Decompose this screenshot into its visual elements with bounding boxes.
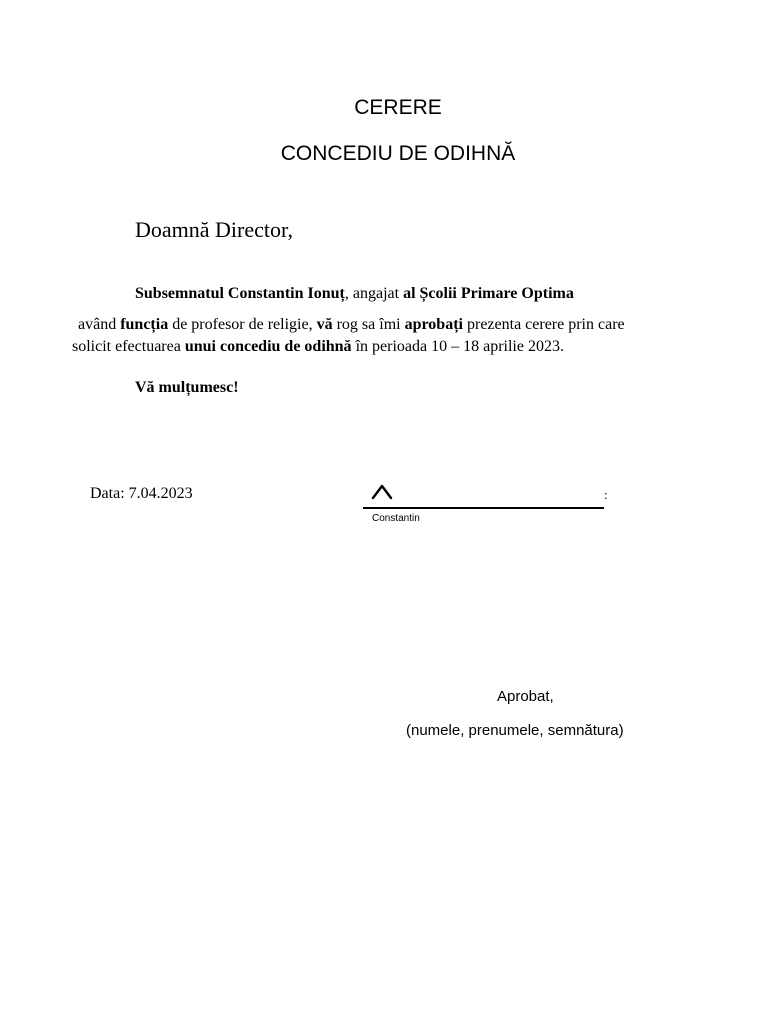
signature-line xyxy=(363,507,604,509)
body-line-2-bold-1: funcția xyxy=(120,316,169,333)
leave-type: unui concediu de odihnă xyxy=(184,338,352,355)
body-line-2-text-2: de profesor de religie, xyxy=(168,316,317,333)
body-line-2-text-3: rog sa îmi xyxy=(332,316,405,333)
body-line-2 xyxy=(78,316,625,334)
salutation: Doamnă Director, xyxy=(135,217,293,242)
closing-thanks: Vă mulțumesc! xyxy=(135,379,239,396)
applicant-name: Subsemnatul Constantin Ionuț xyxy=(135,285,345,302)
leave-period: în perioada 10 – 18 aprilie 2023. xyxy=(351,338,564,355)
signature-colon: : xyxy=(604,487,608,502)
body-line-1-text: , angajat xyxy=(344,285,404,302)
body-line-2-bold-2: vă xyxy=(316,316,333,333)
signature-mark xyxy=(370,482,394,500)
body-line-1 xyxy=(135,285,574,303)
body-line-2-bold-3: aprobați xyxy=(404,316,463,333)
body-line-3 xyxy=(72,338,564,356)
approval-note: (numele, prenumele, semnătura) xyxy=(406,722,624,739)
body-line-2-text-4: prezenta cerere prin care xyxy=(462,316,625,333)
document-subtitle: CONCEDIU DE ODIHNĂ xyxy=(280,142,516,165)
body-line-2-text-1: având xyxy=(78,316,121,333)
body-line-3-text-1: solicit efectuarea xyxy=(72,338,185,355)
school-name: al Școlii Primare Optima xyxy=(403,285,574,302)
date-line: Data: 7.04.2023 xyxy=(90,485,193,502)
signature-name: Constantin xyxy=(372,513,420,524)
document-title: CERERE xyxy=(354,96,442,119)
approval-label: Aprobat, xyxy=(497,688,554,705)
